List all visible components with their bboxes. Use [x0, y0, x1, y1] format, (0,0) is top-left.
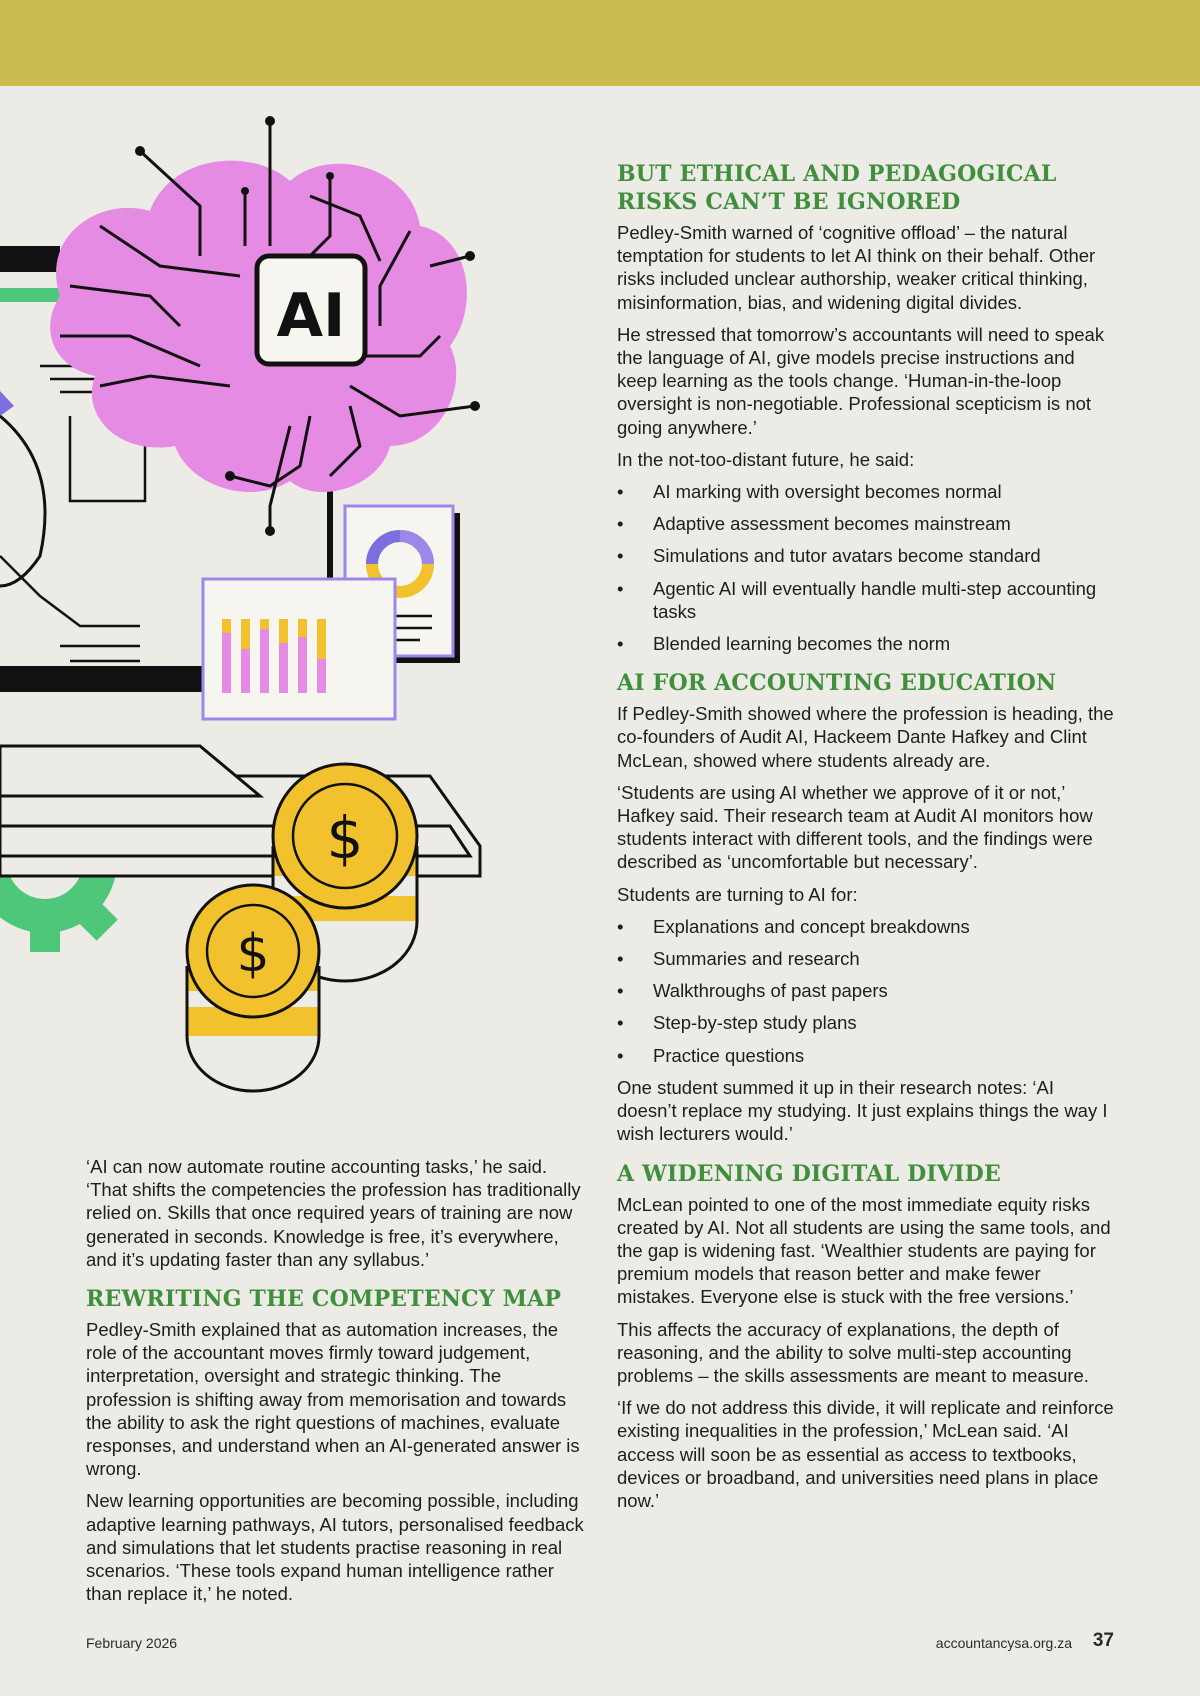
- list-item: • Explanations and concept breakdowns: [617, 915, 970, 937]
- paragraph: ‘Students are using AI whether we approve of it or not,’ Hafkey said. Their research team at Audit AI monitors how students interact with different tools, and the findings were described as ‘uncomfortable but necessary’.: [617, 781, 1093, 873]
- list-item: • Walkthroughs of past papers: [617, 980, 888, 1002]
- bullet-icon: •: [617, 577, 624, 599]
- list-item: • Adaptive assessment becomes mainstream: [617, 513, 1011, 535]
- list-item: • AI marking with oversight becomes normal: [617, 481, 1002, 503]
- bullet-icon: •: [617, 545, 624, 567]
- left-column: [86, 1155, 586, 1614]
- uses-list: [617, 915, 1117, 1067]
- bullet-icon: •: [617, 915, 624, 937]
- footer-website: accountancysa.org.za: [935, 1635, 1072, 1651]
- bullet-icon: •: [617, 948, 624, 970]
- bullet-icon: •: [617, 633, 624, 655]
- ai-accounting-illustration: [0, 86, 540, 1126]
- list-item: • Agentic AI will eventually handle multi-step accounting tasks: [617, 577, 1097, 622]
- bullet-icon: •: [617, 1012, 624, 1034]
- paragraph: If Pedley-Smith showed where the profession is heading, the co-founders of Audit AI, Hackeem Dante Hafkey and Clint McLean, showed where students already are.: [617, 703, 1114, 771]
- list-item: • Practice questions: [617, 1044, 805, 1066]
- coin-stack-small-icon: [187, 885, 319, 1091]
- heading-competency-map: REWRITING THE COMPETENCY MAP: [86, 1286, 562, 1313]
- list-item: • Blended learning becomes the norm: [617, 633, 951, 655]
- ai-chip-label: AI: [276, 281, 346, 351]
- bullet-icon: •: [617, 980, 624, 1002]
- paragraph: McLean pointed to one of the most immediate equity risks created by AI. Not all students are using the same tools, and the gap is widening fast. ‘Wealthier students are paying for premium models that reason better and make fewer mistakes. Everyone else is stuck with the free versions.’: [617, 1193, 1111, 1308]
- paragraph: This affects the accuracy of explanations, the depth of reasoning, and the ability to solve multi-step accounting problems – the skills assessments are meant to measure.: [617, 1318, 1089, 1386]
- page-number: 37: [1092, 1630, 1114, 1651]
- list-item: • Simulations and tutor avatars become standard: [617, 545, 1041, 567]
- header-color-band: [0, 0, 1200, 86]
- paragraph: Students are turning to AI for:: [617, 883, 858, 905]
- heading-ethical-risks: BUT ETHICAL AND PEDAGOGICAL RISKS CAN’T BE IGNORED: [617, 161, 1057, 215]
- paragraph: In the not-too-distant future, he said:: [617, 448, 915, 470]
- list-item: • Step-by-step study plans: [617, 1012, 857, 1034]
- list-item: • Summaries and research: [617, 948, 860, 970]
- footer-date: February 2026: [86, 1635, 178, 1651]
- paragraph: Pedley-Smith explained that as automation increases, the role of the accountant moves firmly toward judgement, interpretation, oversight and strategic thinking. The profession is shifting away from memorisation and towards the ability to ask the right questions of machines, evaluate responses, and understand when an AI-generated answer is wrong.: [86, 1319, 580, 1480]
- bullet-icon: •: [617, 513, 624, 535]
- paragraph: New learning opportunities are becoming possible, including adaptive learning pathways, AI tutors, personalised feedback and simulations that let students practise reasoning in real scenarios. ‘These tools expand human intelligence rather than replace it,’ he noted.: [86, 1490, 584, 1605]
- svg-text:$: $: [326, 804, 364, 872]
- svg-text:$: $: [236, 924, 270, 984]
- bullet-icon: •: [617, 1044, 624, 1066]
- heading-ai-education: AI FOR ACCOUNTING EDUCATION: [617, 670, 1057, 697]
- paragraph: ‘If we do not address this divide, it will replicate and reinforce existing inequalities in the profession,’ McLean said. ‘AI access will soon be as essential as access to textbooks, devices or broadband, and universities need plans in place now.’: [617, 1397, 1114, 1511]
- heading-digital-divide: A WIDENING DIGITAL DIVIDE: [617, 1160, 1001, 1187]
- bullet-icon: •: [617, 481, 624, 503]
- quote-paragraph: ‘AI can now automate routine accounting tasks,’ he said. ‘That shifts the competencies the profession has traditionally relied on. Skills that once required years of training are now generated in seconds. Knowledge is free, it’s everywhere, and it’s updating faster than any syllabus.’: [86, 1156, 581, 1270]
- paragraph: One student summed it up in their research notes: ‘AI doesn’t replace my studying. It just explains things the way I wish lecturers would.’: [617, 1076, 1108, 1145]
- paragraph: Pedley-Smith warned of ‘cognitive offload’ – the natural temptation for students to let AI think on their behalf. Other risks included unclear authorship, weaker critical thinking, misinformation, bias, and widening digital divides.: [617, 222, 1096, 313]
- paragraph: He stressed that tomorrow’s accountants will need to speak the language of AI, give models precise instructions and keep learning as the tools change. ‘Human-in-the-loop oversight is non-negotiable. Professional scepticism is not going anywhere.’: [617, 323, 1105, 438]
- future-list: [617, 480, 1117, 655]
- right-column: [617, 160, 1117, 1521]
